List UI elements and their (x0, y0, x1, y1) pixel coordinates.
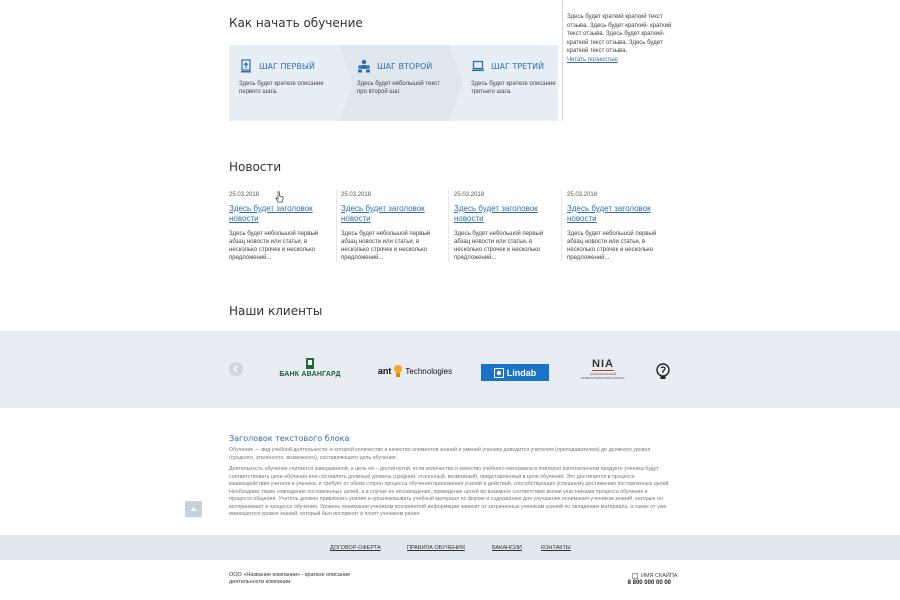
news-separator (448, 190, 449, 262)
nia-text: NIA (592, 358, 614, 370)
step-third-label: ШАГ ТРЕТИЙ (491, 61, 545, 71)
news-excerpt: Здесь будет небольшой первый абзац новости или статьи, в несколько строчек и несколько предложений... (341, 231, 431, 261)
ant-bulb-icon (393, 364, 403, 378)
read-more-link[interactable]: Читать полностью (567, 56, 618, 63)
laptop-icon (471, 59, 485, 73)
review-block (567, 13, 672, 64)
avangard-emblem-icon (305, 358, 315, 369)
news-excerpt: Здесь будет небольшой первый абзац новости или статьи, в несколько строчек и несколько предложений... (454, 231, 544, 261)
text-block-title: Заголовок текстового блока (229, 434, 350, 443)
review-text: Здесь будет краткий краткий текст отзыва. Здесь будет краткий- краткий текст отзыва. Здесь будет краткий-краткий текст отзыва. Здесь будет краткий текст отзыва. (567, 14, 672, 54)
step-second[interactable] (339, 45, 449, 121)
steps-panel (229, 45, 558, 121)
footer-link-offer[interactable]: ДОГОВОР-ОФЕРТА (330, 545, 381, 551)
step-first[interactable] (229, 45, 339, 121)
skype-contact[interactable] (632, 573, 677, 579)
step-first-label: ШАГ ПЕРВЫЙ (259, 61, 315, 71)
nia-subtitle: НАЦИОНАЛЬНЫЙ ИНВЕСТИЦИОННЫЙ АЛЬЯНС (581, 372, 625, 380)
news-title-link[interactable]: Здесь будет заголовок новости (229, 204, 313, 223)
phone-number[interactable]: 8 800 000 00 00 (627, 580, 671, 586)
footer-link-vacancies[interactable]: ВАКАНСИИ (492, 545, 522, 551)
lindab-mark-icon (494, 368, 504, 378)
client-logo-ant[interactable] (373, 361, 457, 381)
group-icon (357, 59, 371, 73)
step-third[interactable] (449, 45, 558, 121)
news-excerpt: Здесь будет небольшой первый абзац новости или статьи, в несколько строчек и несколько предложений... (229, 231, 319, 261)
client-logo-lindab[interactable] (481, 364, 549, 381)
footer-link-rules[interactable]: ПРАВИЛА ОБУЧЕНИЯ (407, 545, 465, 551)
news-item (454, 192, 559, 262)
clients-section-title: Наши клиенты (229, 304, 323, 318)
steps-section-title: Как начать обучение (229, 16, 363, 30)
step-second-label: ШАГ ВТОРОЙ (377, 61, 433, 71)
footer-link-contacts[interactable]: КОНТАКТЫ (541, 545, 571, 551)
arrow-up-icon (185, 501, 202, 517)
step-arrow (339, 45, 353, 121)
carousel-prev-button[interactable] (229, 362, 243, 376)
client-logo-partial[interactable] (655, 362, 671, 382)
news-date: 25.03.2018 (567, 192, 598, 198)
text-block-paragraph-2: Деятельность обучения считается завершенной, а цель её – достигнутой, если количество и качество учебного материала в повторно изготовленном продукте ученика будут соответствовать цели обучения или составлять должный уровень (средний, эталонный, возможный), представленный в цели обучения. Это достигается в процессе взаимодействия учителя и ученика, и требует от обеих сторон процесса обучения приложения усилий и действий, способствующих успешному достижению поставленных целей. Необходимо также совпадение поставленных целей, а в случае их несовпадения, приведение целей во взаимное соответствие всеми участниками процесса обучения в процессе общения. Учитель должен привлекать усилия и организовывать учебный материал по форме и содержанию для улучшения понимания учеником знаний, которые он воспринимает в процессе обучения. Уровень понимания учеником воспринятой информации зависит от затраченных ученикам усилий по овладению материала, а также от уже имеющегося уровня знаний, который был воспринят и понят учеником ранее. (229, 466, 670, 517)
text-block-paragraph-1: Обучение — вид учебной деятельности, в которой количество и качество элементов знаний и умений ученика доводится учителем (преподавателем) до должного уровня (среднего, эталонного, возможного), составляющего цель обучения. (229, 447, 651, 461)
news-excerpt: Здесь будет небольшой первый абзац новости или статьи, в несколько строчек и несколько предложений... (567, 231, 657, 261)
skype-name: ИМЯ СКАЙПА (641, 573, 678, 579)
news-title-link[interactable]: Здесь будет заголовок новости (567, 204, 651, 223)
news-date: 25.03.2018 (341, 192, 372, 198)
news-title-link[interactable]: Здесь будет заголовок новости (454, 204, 538, 223)
news-title-link[interactable]: Здесь будет заголовок новости (341, 204, 425, 223)
document-upload-icon (239, 59, 253, 73)
company-description: ООО «Название компании» - краткое описание деятельности компании. (229, 572, 351, 585)
hand-cursor-icon (275, 191, 284, 203)
step-first-desc: Здесь будет краткое описание первого шага. (239, 81, 324, 95)
step-second-desc: Здесь будет небольшой текст про второй шаг. (357, 81, 440, 95)
news-separator (336, 190, 337, 262)
chevron-left-icon (229, 362, 243, 376)
bulb-logo-icon (656, 363, 670, 381)
ant-suffix-text: Technologies (405, 366, 453, 376)
news-date: 25.03.2018 (229, 192, 260, 198)
news-item (341, 192, 446, 262)
news-item (567, 192, 672, 262)
scroll-up-button[interactable] (185, 501, 202, 517)
step-arrow (449, 45, 463, 121)
news-section-title: Новости (229, 160, 282, 174)
lindab-text: Lindab (506, 367, 537, 378)
news-separator (561, 190, 562, 262)
client-logo-nia[interactable] (580, 356, 626, 382)
ant-prefix-text: ant (377, 366, 392, 376)
divider (562, 0, 563, 121)
step-third-desc: Здесь будет краткое описание третьего шага. (471, 81, 556, 95)
skype-icon (632, 573, 638, 579)
client-logo-avangard[interactable] (272, 355, 348, 381)
news-date: 25.03.2018 (454, 192, 485, 198)
avangard-text: БАНК АВАНГАРД (279, 371, 341, 378)
